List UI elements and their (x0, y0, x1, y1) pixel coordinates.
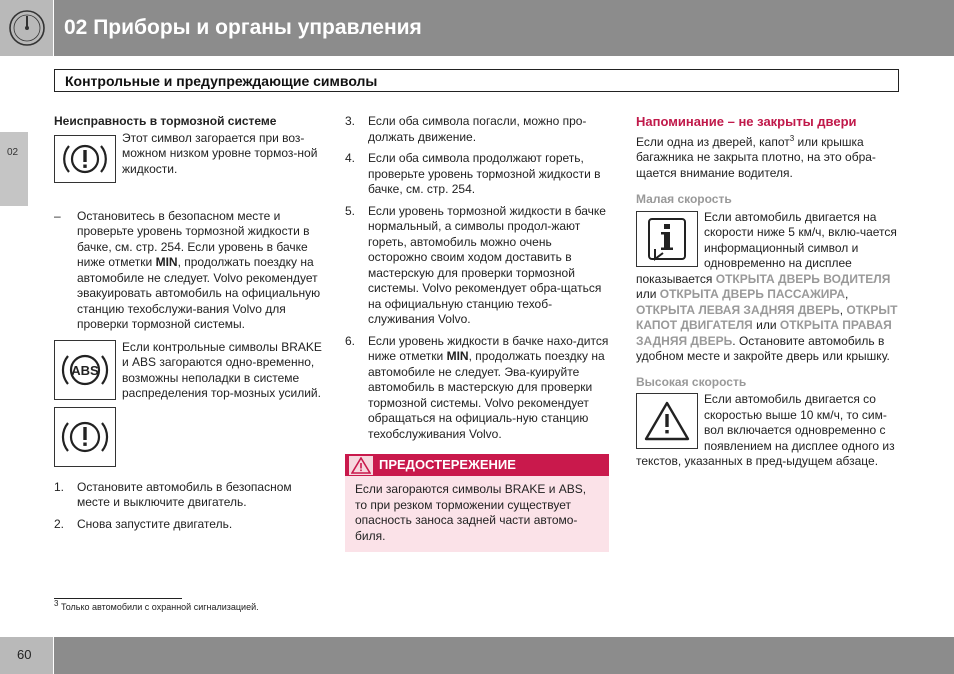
door-reminder-heading: Напоминание – не закрыты двери (636, 114, 857, 129)
list-item: 6. Если уровень жидкости в бачке нахо-дится ниже отметки MIN, продолжать поездку на автомобиле не следует. Эва-куируйте автомобиль в мастерскую для проверки тормозной системы. Volvo рекомендует обращаться на официаль-ную станцию техобслуживания Volvo. (345, 333, 609, 441)
footnote: $^3$ Только автомобили с охранной сигнализацией. (54, 599, 259, 612)
abs-warning-icon (54, 340, 116, 400)
chapter-side-tab (0, 132, 28, 206)
brake-icon-description: Этот символ загорается при воз-можном низком уровне тормоз-ной жидкости. (122, 130, 318, 176)
column-middle (345, 114, 609, 552)
low-speed-block: Если автомобиль двигается на скорости ниже 5 км/ч, вклю-чается информационный символ и одновременно на дисплее показывается ОТКРЫТА ДВЕРЬ ВОДИТЕЛЯ или ОТКРЫТА ДВЕРЬ ПАССАЖИРА, ОТКРЫТА ЛЕВАЯ ЗАДНЯЯ ДВЕРЬ, ОТКРЫТ КАПОТ ДВИГАТЕЛЯ или ОТКРЫТА ПРАВАЯ ЗАДНЯЯ ДВЕРЬ. Остановите автомобиль в удобном месте и закройте дверь или крышку. (636, 209, 898, 363)
chapter-icon-block (0, 0, 54, 56)
svg-text:ABS: ABS (71, 362, 99, 378)
high-speed-heading: Высокая скорость (636, 374, 747, 389)
footnote-rule (54, 598, 182, 599)
speedometer-icon (8, 9, 46, 47)
warning-header (345, 454, 609, 476)
list-item: 5. Если уровень тормозной жидкости в бачке нормальный, а символы продол-жают гореть, автомобиль можно очень осторожно своим ходом доставить в мастерскую для проверки тормозной системы. Volvo рекомендует обра-щаться на официальную станцию техоб-служивания Volvo. (345, 203, 606, 326)
low-speed-heading: Малая скорость (636, 192, 732, 206)
high-speed-block: Если автомобиль двигается со скоростью выше 10 км/ч, то сим-вол включается одновременно с появлением на дисплее одного из текстов, указанных в пред-ыдущем абзаце. (636, 392, 895, 468)
list-item: 4. Если оба символа продолжают гореть, проверьте уровень тормозной жидкости в бачке, см. стр. 254. (345, 151, 601, 196)
abs-icon-description: Если контрольные символы BRAKE и ABS загораются одно-временно, возможны неполадки в системе распределения тор-мозных усилий. (122, 339, 322, 400)
warning-triangle-icon (636, 393, 698, 449)
list-item: 3. Если оба символа погасли, можно про-должать движение. (345, 114, 587, 144)
door-reminder-intro: Если одна из дверей, капот$^3$ или крышка багажника не закрыта плотно, на это обра-щается внимание водителя. (636, 133, 876, 180)
column-left (54, 114, 322, 532)
column-right (636, 114, 900, 470)
warning-text: Если загораются символы BRAKE и ABS, то при резком торможении существует опасность заноса задней части автомо-биля. (355, 482, 587, 543)
warning-box (345, 454, 609, 552)
brake-warning-icon (54, 135, 116, 183)
section-title: Контрольные и предупреждающие символы (54, 69, 899, 92)
warning-title: ПРЕДОСТЕРЕЖЕНИЕ (379, 457, 516, 473)
list-item: 2. Снова запустите двигатель. (54, 516, 233, 531)
page-number: 60 (17, 647, 32, 662)
list-item: 1. Остановите автомобиль в безопасном месте и выключите двигатель. (54, 479, 292, 509)
info-icon (636, 211, 698, 267)
warning-triangle-icon (349, 456, 373, 475)
side-tab-label: 02 (7, 147, 19, 158)
brake-warning-icon-2 (54, 407, 116, 467)
chapter-title: 02 Приборы и органы управления (64, 16, 422, 39)
list-item: – Остановитесь в безопасном месте и проверьте уровень тормозной жидкости в бачке, см. стр. 254. Если уровень в бачке ниже отметки MIN, продолжать поездку на автомобиле не следует. Volvo рекомендует эвакуировать автомобиль на официальную станцию техобслужи-вания Volvo для проверки тормозной системы. (54, 208, 321, 331)
brake-fault-heading: Неисправность в тормозной системе (54, 114, 277, 128)
footer-band (0, 637, 954, 674)
